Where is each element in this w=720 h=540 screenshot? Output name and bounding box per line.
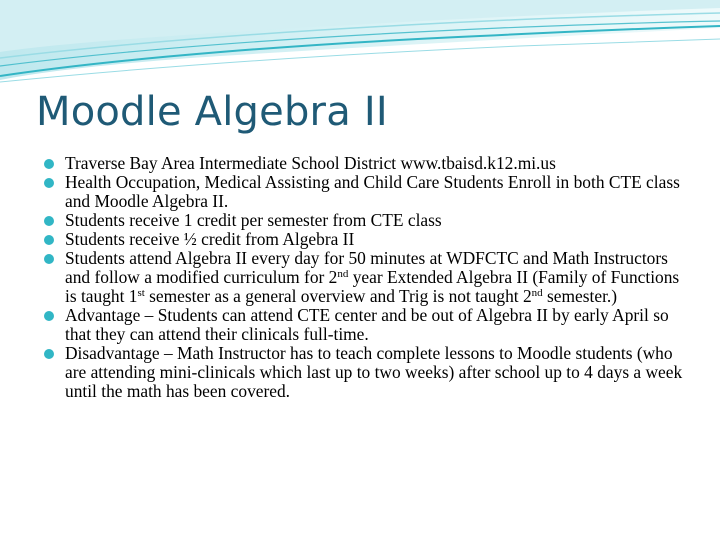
filled-circle-bullet-icon xyxy=(44,254,54,264)
bullet-item xyxy=(44,344,684,401)
bullet-text-part: semester as a general overview and Trig is not taught 2 xyxy=(144,286,532,306)
filled-circle-bullet-icon xyxy=(44,349,54,359)
bullet-text-part: year Extended Algebra II (Family of Functions is taught 1 xyxy=(65,267,680,306)
filled-circle-bullet-icon xyxy=(44,235,54,245)
bullet-text: Students receive ½ credit from Algebra II xyxy=(65,229,355,249)
filled-circle-bullet-icon xyxy=(44,159,54,169)
filled-circle-bullet-icon xyxy=(44,311,54,321)
bullet-item xyxy=(44,154,684,173)
filled-circle-bullet-icon xyxy=(44,216,54,226)
bullet-text-part: Students attend Algebra II every day for 50 minutes at WDFCTC and Math Instructors and follow a modified curriculum for 2 xyxy=(65,248,668,287)
slide-title: Moodle Algebra II xyxy=(36,89,388,135)
bullet-text: Advantage – Students can attend CTE center and be out of Algebra II by early April so that they can attend their clinicals full-time. xyxy=(65,305,669,344)
ordinal-suffix: st xyxy=(137,287,145,299)
bullet-item xyxy=(44,211,684,230)
bullet-item xyxy=(44,306,684,344)
bullet-item xyxy=(44,230,684,249)
bullet-text: Traverse Bay Area Intermediate School District www.tbaisd.k12.mi.us xyxy=(65,153,556,173)
bullet-text: Health Occupation, Medical Assisting and Child Care Students Enroll in both CTE class and Moodle Algebra II. xyxy=(65,172,680,211)
bullet-item xyxy=(44,249,684,306)
bullet-item xyxy=(44,173,684,211)
bullet-text xyxy=(65,248,679,306)
filled-circle-bullet-icon xyxy=(44,178,54,188)
ordinal-suffix: nd xyxy=(531,287,543,299)
ordinal-suffix: nd xyxy=(337,268,349,280)
bullet-list xyxy=(44,154,684,401)
bullet-text-part: semester.) xyxy=(542,286,618,306)
bullet-text: Disadvantage – Math Instructor has to teach complete lessons to Moodle students (who are attending mini-clinicals which last up to two weeks) after school up to 4 days a week until the math has been covered. xyxy=(65,343,683,401)
bullet-text: Students receive 1 credit per semester from CTE class xyxy=(65,210,442,230)
